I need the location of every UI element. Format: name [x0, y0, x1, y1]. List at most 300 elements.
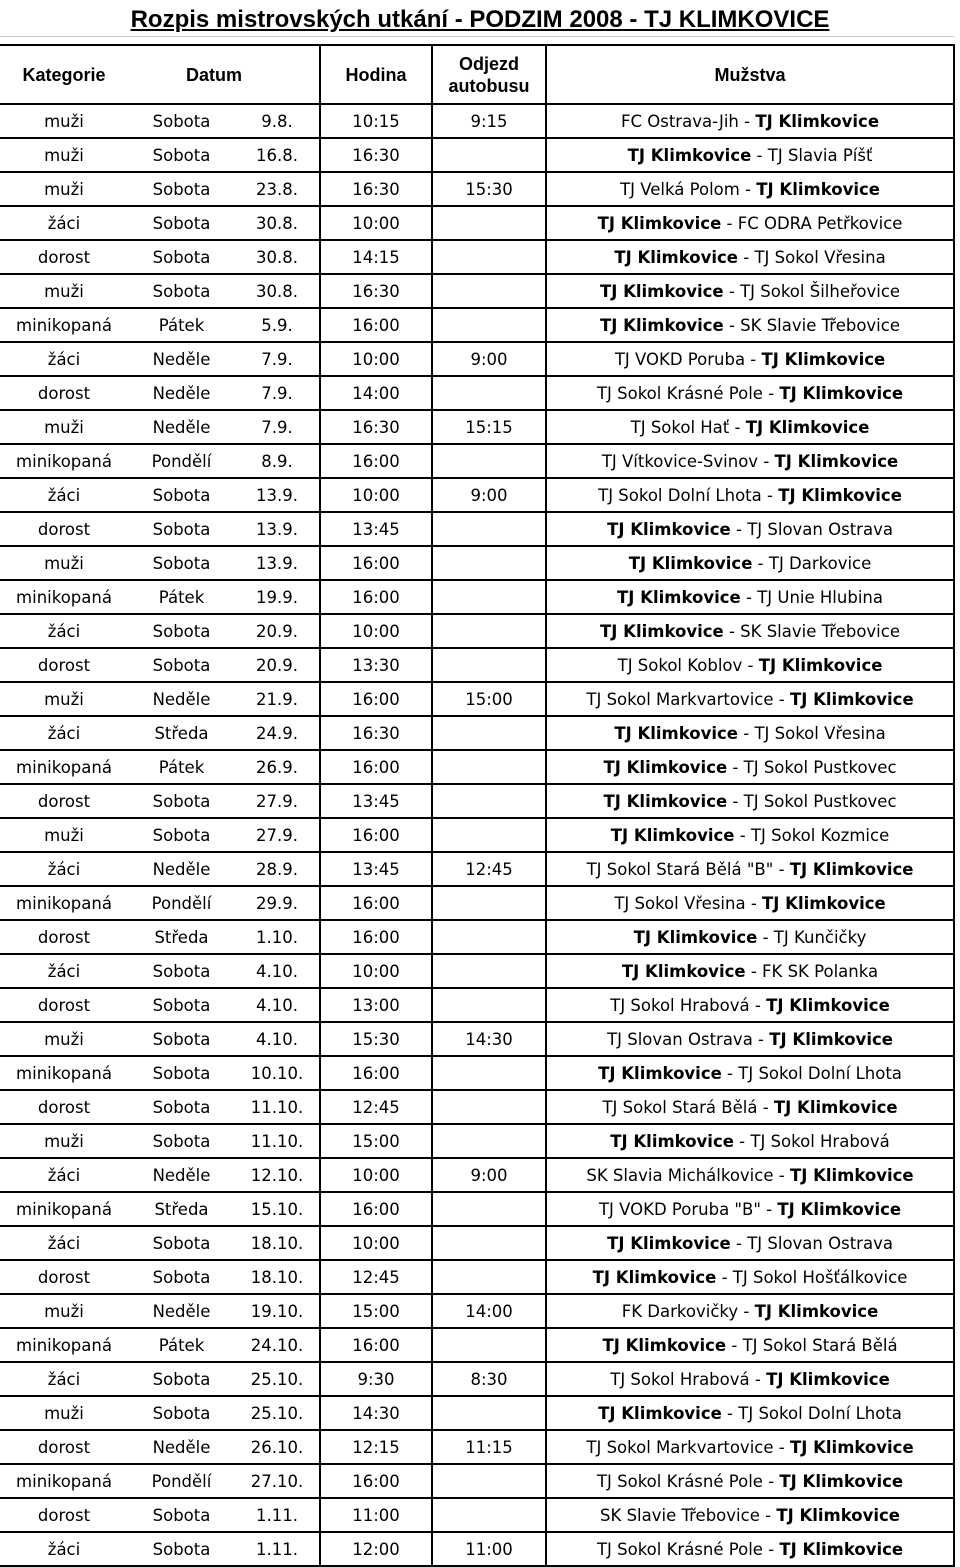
cell-muzstva: [546, 1124, 954, 1158]
cell-day: Neděle: [128, 410, 235, 444]
cell-odjezd: [432, 1090, 546, 1124]
team-separator: -: [721, 1063, 739, 1083]
cell-day: Sobota: [128, 274, 235, 308]
cell-hodina: 14:15: [320, 240, 432, 274]
cell-hodina: 16:00: [320, 920, 432, 954]
team-separator: -: [758, 451, 775, 471]
team-separator: -: [738, 723, 755, 743]
team-separator: -: [773, 689, 790, 709]
team-home: TJ Sokol Koblov: [617, 655, 743, 675]
cell-hodina: 9:30: [320, 1362, 432, 1396]
cell-kategorie: žáci: [0, 716, 128, 750]
cell-hodina: 10:00: [320, 1226, 432, 1260]
cell-date: 27.9.: [235, 784, 320, 818]
team-away: TJ Klimkovice: [758, 655, 883, 675]
cell-date: 25.10.: [235, 1396, 320, 1430]
team-away: SK Slavie Třebovice: [740, 315, 900, 335]
team-separator: -: [773, 1437, 790, 1457]
cell-muzstva: [546, 750, 954, 784]
cell-muzstva: [546, 1498, 954, 1532]
header-odjezd-line2: autobusu: [448, 75, 530, 96]
team-separator: -: [762, 1471, 780, 1491]
cell-kategorie: muži: [0, 818, 128, 852]
cell-day: Pondělí: [128, 444, 235, 478]
cell-hodina: 13:45: [320, 852, 432, 886]
cell-date: 20.9.: [235, 614, 320, 648]
cell-date: 1.11.: [235, 1532, 320, 1566]
team-separator: -: [738, 1301, 755, 1321]
cell-date: 28.9.: [235, 852, 320, 886]
cell-hodina: 15:00: [320, 1294, 432, 1328]
cell-muzstva: [546, 852, 954, 886]
cell-day: Pátek: [128, 1328, 235, 1362]
cell-date: 1.10.: [235, 920, 320, 954]
cell-kategorie: minikopaná: [0, 1056, 128, 1090]
table-row: [0, 1464, 954, 1498]
team-home: TJ Klimkovice: [627, 145, 752, 165]
team-away: TJ Sokol Hrabová: [750, 1131, 890, 1151]
cell-day: Sobota: [128, 240, 235, 274]
team-separator: -: [759, 1505, 777, 1525]
team-away: FK SK Polanka: [762, 961, 879, 981]
team-home: TJ Sokol Hrabová: [610, 995, 750, 1015]
team-away: TJ Sokol Vřesina: [754, 247, 886, 267]
table-row: [0, 512, 954, 546]
cell-date: 8.9.: [235, 444, 320, 478]
cell-date: 15.10.: [235, 1192, 320, 1226]
team-home: TJ Klimkovice: [602, 1335, 727, 1355]
cell-kategorie: dorost: [0, 1090, 128, 1124]
cell-muzstva: [546, 1362, 954, 1396]
cell-kategorie: dorost: [0, 512, 128, 546]
cell-day: Sobota: [128, 988, 235, 1022]
table-row: [0, 750, 954, 784]
schedule-table: [0, 44, 955, 1567]
cell-muzstva: [546, 954, 954, 988]
team-home: TJ Klimkovice: [597, 213, 722, 233]
team-separator: -: [729, 417, 746, 437]
team-home: TJ Sokol Dolní Lhota: [598, 485, 762, 505]
cell-odjezd: [432, 716, 546, 750]
cell-kategorie: muži: [0, 682, 128, 716]
table-row: [0, 410, 954, 444]
cell-kategorie: žáci: [0, 206, 128, 240]
team-away: TJ Sokol Stará Bělá: [742, 1335, 898, 1355]
cell-muzstva: [546, 104, 954, 138]
team-separator: -: [745, 349, 762, 369]
cell-hodina: 11:00: [320, 1498, 432, 1532]
cell-day: Pátek: [128, 580, 235, 614]
cell-day: Sobota: [128, 1226, 235, 1260]
cell-odjezd: 11:15: [432, 1430, 546, 1464]
cell-hodina: 10:15: [320, 104, 432, 138]
cell-date: 30.8.: [235, 240, 320, 274]
team-home: TJ Klimkovice: [603, 791, 728, 811]
cell-muzstva: [546, 342, 954, 376]
cell-day: Neděle: [128, 682, 235, 716]
cell-muzstva: [546, 614, 954, 648]
table-row: [0, 1124, 954, 1158]
team-away: TJ Klimkovice: [761, 349, 886, 369]
cell-date: 19.10.: [235, 1294, 320, 1328]
cell-hodina: 16:30: [320, 410, 432, 444]
cell-hodina: 16:00: [320, 1464, 432, 1498]
cell-muzstva: [546, 1396, 954, 1430]
table-row: [0, 614, 954, 648]
cell-kategorie: minikopaná: [0, 580, 128, 614]
team-home: TJ VOKD Poruba "B": [598, 1199, 761, 1219]
cell-odjezd: [432, 988, 546, 1022]
team-home: TJ Sokol Stará Bělá "B": [586, 859, 774, 879]
table-row: [0, 1328, 954, 1362]
table-row: [0, 1192, 954, 1226]
table-row: [0, 818, 954, 852]
title-divider: [0, 36, 954, 37]
cell-odjezd: [432, 308, 546, 342]
cell-odjezd: 12:45: [432, 852, 546, 886]
header-muzstva: Mužstva: [546, 45, 954, 104]
team-home: TJ Sokol Markvartovice: [586, 1437, 774, 1457]
table-row: [0, 376, 954, 410]
team-separator: -: [762, 1539, 780, 1559]
team-home: TJ Klimkovice: [617, 587, 741, 607]
team-away: TJ Klimkovice: [776, 1505, 900, 1525]
team-away: TJ Klimkovice: [778, 485, 902, 505]
team-separator: -: [721, 213, 738, 233]
cell-date: 13.9.: [235, 478, 320, 512]
cell-day: Sobota: [128, 478, 235, 512]
team-separator: -: [738, 247, 755, 267]
cell-day: Neděle: [128, 1430, 235, 1464]
cell-muzstva: [546, 512, 954, 546]
cell-odjezd: 11:00: [432, 1532, 546, 1566]
cell-muzstva: [546, 988, 954, 1022]
cell-date: 26.10.: [235, 1430, 320, 1464]
cell-date: 29.9.: [235, 886, 320, 920]
cell-day: Sobota: [128, 954, 235, 988]
cell-kategorie: dorost: [0, 784, 128, 818]
team-home: TJ Klimkovice: [614, 247, 738, 267]
cell-odjezd: [432, 1396, 546, 1430]
cell-hodina: 16:00: [320, 444, 432, 478]
team-away: TJ Slovan Ostrava: [747, 519, 893, 539]
cell-date: 19.9.: [235, 580, 320, 614]
cell-kategorie: minikopaná: [0, 1192, 128, 1226]
cell-kategorie: dorost: [0, 376, 128, 410]
cell-kategorie: muži: [0, 138, 128, 172]
team-away: TJ Klimkovice: [789, 689, 914, 709]
team-separator: -: [752, 1029, 770, 1049]
team-separator: -: [762, 383, 780, 403]
team-separator: -: [751, 145, 768, 165]
cell-odjezd: [432, 1056, 546, 1090]
cell-day: Pátek: [128, 308, 235, 342]
team-separator: -: [716, 1267, 733, 1287]
table-row: [0, 988, 954, 1022]
cell-odjezd: 14:00: [432, 1294, 546, 1328]
cell-date: 27.10.: [235, 1464, 320, 1498]
cell-hodina: 12:45: [320, 1090, 432, 1124]
cell-odjezd: [432, 376, 546, 410]
cell-day: Středa: [128, 920, 235, 954]
cell-day: Sobota: [128, 546, 235, 580]
team-home: TJ Klimkovice: [607, 1233, 731, 1253]
cell-odjezd: [432, 818, 546, 852]
cell-day: Pondělí: [128, 886, 235, 920]
cell-kategorie: muži: [0, 1124, 128, 1158]
cell-date: 7.9.: [235, 342, 320, 376]
table-row: [0, 716, 954, 750]
table-row: [0, 1022, 954, 1056]
cell-day: Středa: [128, 1192, 235, 1226]
cell-day: Pátek: [128, 750, 235, 784]
cell-day: Sobota: [128, 104, 235, 138]
table-row: [0, 240, 954, 274]
team-home: TJ Klimkovice: [633, 927, 758, 947]
cell-date: 20.9.: [235, 648, 320, 682]
cell-odjezd: 9:15: [432, 104, 546, 138]
cell-date: 25.10.: [235, 1362, 320, 1396]
table-row: [0, 954, 954, 988]
cell-day: Sobota: [128, 1260, 235, 1294]
cell-muzstva: [546, 1226, 954, 1260]
cell-hodina: 14:00: [320, 376, 432, 410]
team-separator: -: [773, 1165, 790, 1185]
cell-kategorie: muži: [0, 1022, 128, 1056]
cell-hodina: 10:00: [320, 342, 432, 376]
cell-kategorie: muži: [0, 172, 128, 206]
cell-date: 13.9.: [235, 512, 320, 546]
team-away: TJ Slovan Ostrava: [747, 1233, 893, 1253]
cell-hodina: 16:00: [320, 1328, 432, 1362]
cell-hodina: 13:45: [320, 512, 432, 546]
cell-day: Sobota: [128, 206, 235, 240]
team-away: TJ Sokol Pustkovec: [743, 757, 897, 777]
table-row: [0, 1090, 954, 1124]
cell-hodina: 16:00: [320, 682, 432, 716]
header-datum: Datum: [128, 45, 320, 104]
team-separator: -: [723, 281, 741, 301]
team-separator: -: [773, 859, 790, 879]
cell-date: 11.10.: [235, 1124, 320, 1158]
team-separator: -: [745, 893, 763, 913]
cell-odjezd: [432, 1464, 546, 1498]
table-row: [0, 1158, 954, 1192]
cell-date: 12.10.: [235, 1158, 320, 1192]
page-title: Rozpis mistrovských utkání - PODZIM 2008 - TJ KLIMKOVICE: [130, 6, 830, 33]
table-row: [0, 886, 954, 920]
cell-muzstva: [546, 920, 954, 954]
team-home: TJ Sokol Krásné Pole: [596, 383, 763, 403]
team-home: TJ Klimkovice: [621, 961, 746, 981]
team-away: TJ Sokol Šilheřovice: [740, 281, 901, 301]
cell-odjezd: [432, 1498, 546, 1532]
team-separator: -: [760, 1199, 778, 1219]
cell-muzstva: [546, 1464, 954, 1498]
cell-odjezd: 9:00: [432, 342, 546, 376]
cell-hodina: 12:00: [320, 1532, 432, 1566]
cell-day: Sobota: [128, 1498, 235, 1532]
cell-odjezd: [432, 240, 546, 274]
team-away: TJ Klimkovice: [756, 179, 880, 199]
team-separator: -: [721, 1403, 739, 1423]
header-kategorie: Kategorie: [0, 45, 128, 104]
cell-odjezd: [432, 954, 546, 988]
table-row: [0, 682, 954, 716]
cell-kategorie: žáci: [0, 954, 128, 988]
cell-day: Sobota: [128, 784, 235, 818]
cell-day: Neděle: [128, 1294, 235, 1328]
team-home: TJ Klimkovice: [628, 553, 753, 573]
table-row: [0, 1056, 954, 1090]
team-away: TJ Klimkovice: [779, 1471, 904, 1491]
team-separator: -: [757, 927, 774, 947]
cell-kategorie: dorost: [0, 920, 128, 954]
team-away: TJ Klimkovice: [789, 1437, 914, 1457]
table-header-row: [0, 45, 954, 104]
cell-kategorie: dorost: [0, 648, 128, 682]
cell-odjezd: 15:30: [432, 172, 546, 206]
team-home: TJ Klimkovice: [599, 281, 724, 301]
cell-odjezd: [432, 1124, 546, 1158]
cell-kategorie: minikopaná: [0, 444, 128, 478]
team-separator: -: [742, 655, 759, 675]
cell-odjezd: [432, 580, 546, 614]
table-row: [0, 172, 954, 206]
cell-date: 30.8.: [235, 206, 320, 240]
cell-day: Sobota: [128, 1532, 235, 1566]
cell-hodina: 15:30: [320, 1022, 432, 1056]
team-away: TJ Klimkovice: [789, 1165, 914, 1185]
cell-muzstva: [546, 138, 954, 172]
cell-kategorie: dorost: [0, 988, 128, 1022]
table-row: [0, 308, 954, 342]
team-separator: -: [752, 553, 769, 573]
table-row: [0, 444, 954, 478]
team-away: TJ Klimkovice: [773, 1097, 898, 1117]
cell-odjezd: [432, 206, 546, 240]
team-away: TJ Klimkovice: [769, 1029, 893, 1049]
cell-muzstva: [546, 886, 954, 920]
team-away: TJ Klimkovice: [779, 383, 904, 403]
cell-kategorie: žáci: [0, 1362, 128, 1396]
team-separator: -: [723, 621, 741, 641]
table-row: [0, 1260, 954, 1294]
cell-muzstva: [546, 716, 954, 750]
header-odjezd-line1: Odjezd: [459, 53, 520, 74]
cell-hodina: 15:00: [320, 1124, 432, 1158]
team-home: TJ Slovan Ostrava: [607, 1029, 753, 1049]
cell-day: Sobota: [128, 1090, 235, 1124]
cell-muzstva: [546, 682, 954, 716]
table-row: [0, 1226, 954, 1260]
cell-odjezd: [432, 1260, 546, 1294]
cell-hodina: 16:00: [320, 1192, 432, 1226]
cell-day: Sobota: [128, 1056, 235, 1090]
cell-date: 9.8.: [235, 104, 320, 138]
cell-kategorie: žáci: [0, 1158, 128, 1192]
cell-hodina: 16:30: [320, 274, 432, 308]
table-row: [0, 104, 954, 138]
team-home: TJ Sokol Krásné Pole: [596, 1539, 763, 1559]
cell-date: 27.9.: [235, 818, 320, 852]
cell-kategorie: muži: [0, 1396, 128, 1430]
cell-hodina: 16:30: [320, 138, 432, 172]
cell-day: Neděle: [128, 342, 235, 376]
cell-day: Neděle: [128, 1158, 235, 1192]
cell-day: Sobota: [128, 1022, 235, 1056]
cell-date: 1.11.: [235, 1498, 320, 1532]
cell-kategorie: minikopaná: [0, 886, 128, 920]
team-away: TJ Klimkovice: [755, 111, 880, 131]
cell-date: 16.8.: [235, 138, 320, 172]
cell-date: 13.9.: [235, 546, 320, 580]
table-row: [0, 1430, 954, 1464]
cell-date: 30.8.: [235, 274, 320, 308]
cell-hodina: 10:00: [320, 954, 432, 988]
cell-muzstva: [546, 206, 954, 240]
cell-kategorie: dorost: [0, 1430, 128, 1464]
cell-hodina: 16:00: [320, 1056, 432, 1090]
cell-muzstva: [546, 410, 954, 444]
cell-muzstva: [546, 648, 954, 682]
cell-kategorie: žáci: [0, 1226, 128, 1260]
cell-kategorie: dorost: [0, 1498, 128, 1532]
cell-kategorie: muži: [0, 274, 128, 308]
cell-hodina: 13:30: [320, 648, 432, 682]
cell-hodina: 16:00: [320, 750, 432, 784]
cell-day: Neděle: [128, 376, 235, 410]
cell-muzstva: [546, 1192, 954, 1226]
cell-odjezd: [432, 614, 546, 648]
cell-muzstva: [546, 274, 954, 308]
cell-hodina: 14:30: [320, 1396, 432, 1430]
cell-hodina: 16:00: [320, 818, 432, 852]
cell-odjezd: 8:30: [432, 1362, 546, 1396]
cell-odjezd: [432, 546, 546, 580]
team-away: SK Slavie Třebovice: [740, 621, 900, 641]
cell-date: 21.9.: [235, 682, 320, 716]
cell-hodina: 10:00: [320, 1158, 432, 1192]
cell-muzstva: [546, 1090, 954, 1124]
cell-muzstva: [546, 1056, 954, 1090]
cell-odjezd: [432, 648, 546, 682]
team-separator: -: [733, 1131, 751, 1151]
cell-kategorie: minikopaná: [0, 1464, 128, 1498]
team-away: TJ Sokol Hošťálkovice: [732, 1267, 908, 1287]
cell-muzstva: [546, 1328, 954, 1362]
cell-day: Středa: [128, 716, 235, 750]
team-away: TJ Slavia Píšť: [767, 145, 873, 165]
cell-day: Sobota: [128, 818, 235, 852]
table-row: [0, 274, 954, 308]
team-separator: -: [739, 179, 757, 199]
table-row: [0, 1498, 954, 1532]
cell-kategorie: žáci: [0, 342, 128, 376]
cell-day: Sobota: [128, 1124, 235, 1158]
cell-muzstva: [546, 1260, 954, 1294]
table-row: [0, 784, 954, 818]
header-odjezd: [432, 45, 546, 104]
cell-hodina: 13:00: [320, 988, 432, 1022]
team-home: SK Slavie Třebovice: [600, 1505, 760, 1525]
cell-day: Pondělí: [128, 1464, 235, 1498]
team-home: TJ Klimkovice: [592, 1267, 717, 1287]
cell-muzstva: [546, 376, 954, 410]
team-home: TJ Vítkovice-Svinov: [601, 451, 759, 471]
team-separator: -: [727, 757, 744, 777]
team-home: TJ Klimkovice: [614, 723, 738, 743]
